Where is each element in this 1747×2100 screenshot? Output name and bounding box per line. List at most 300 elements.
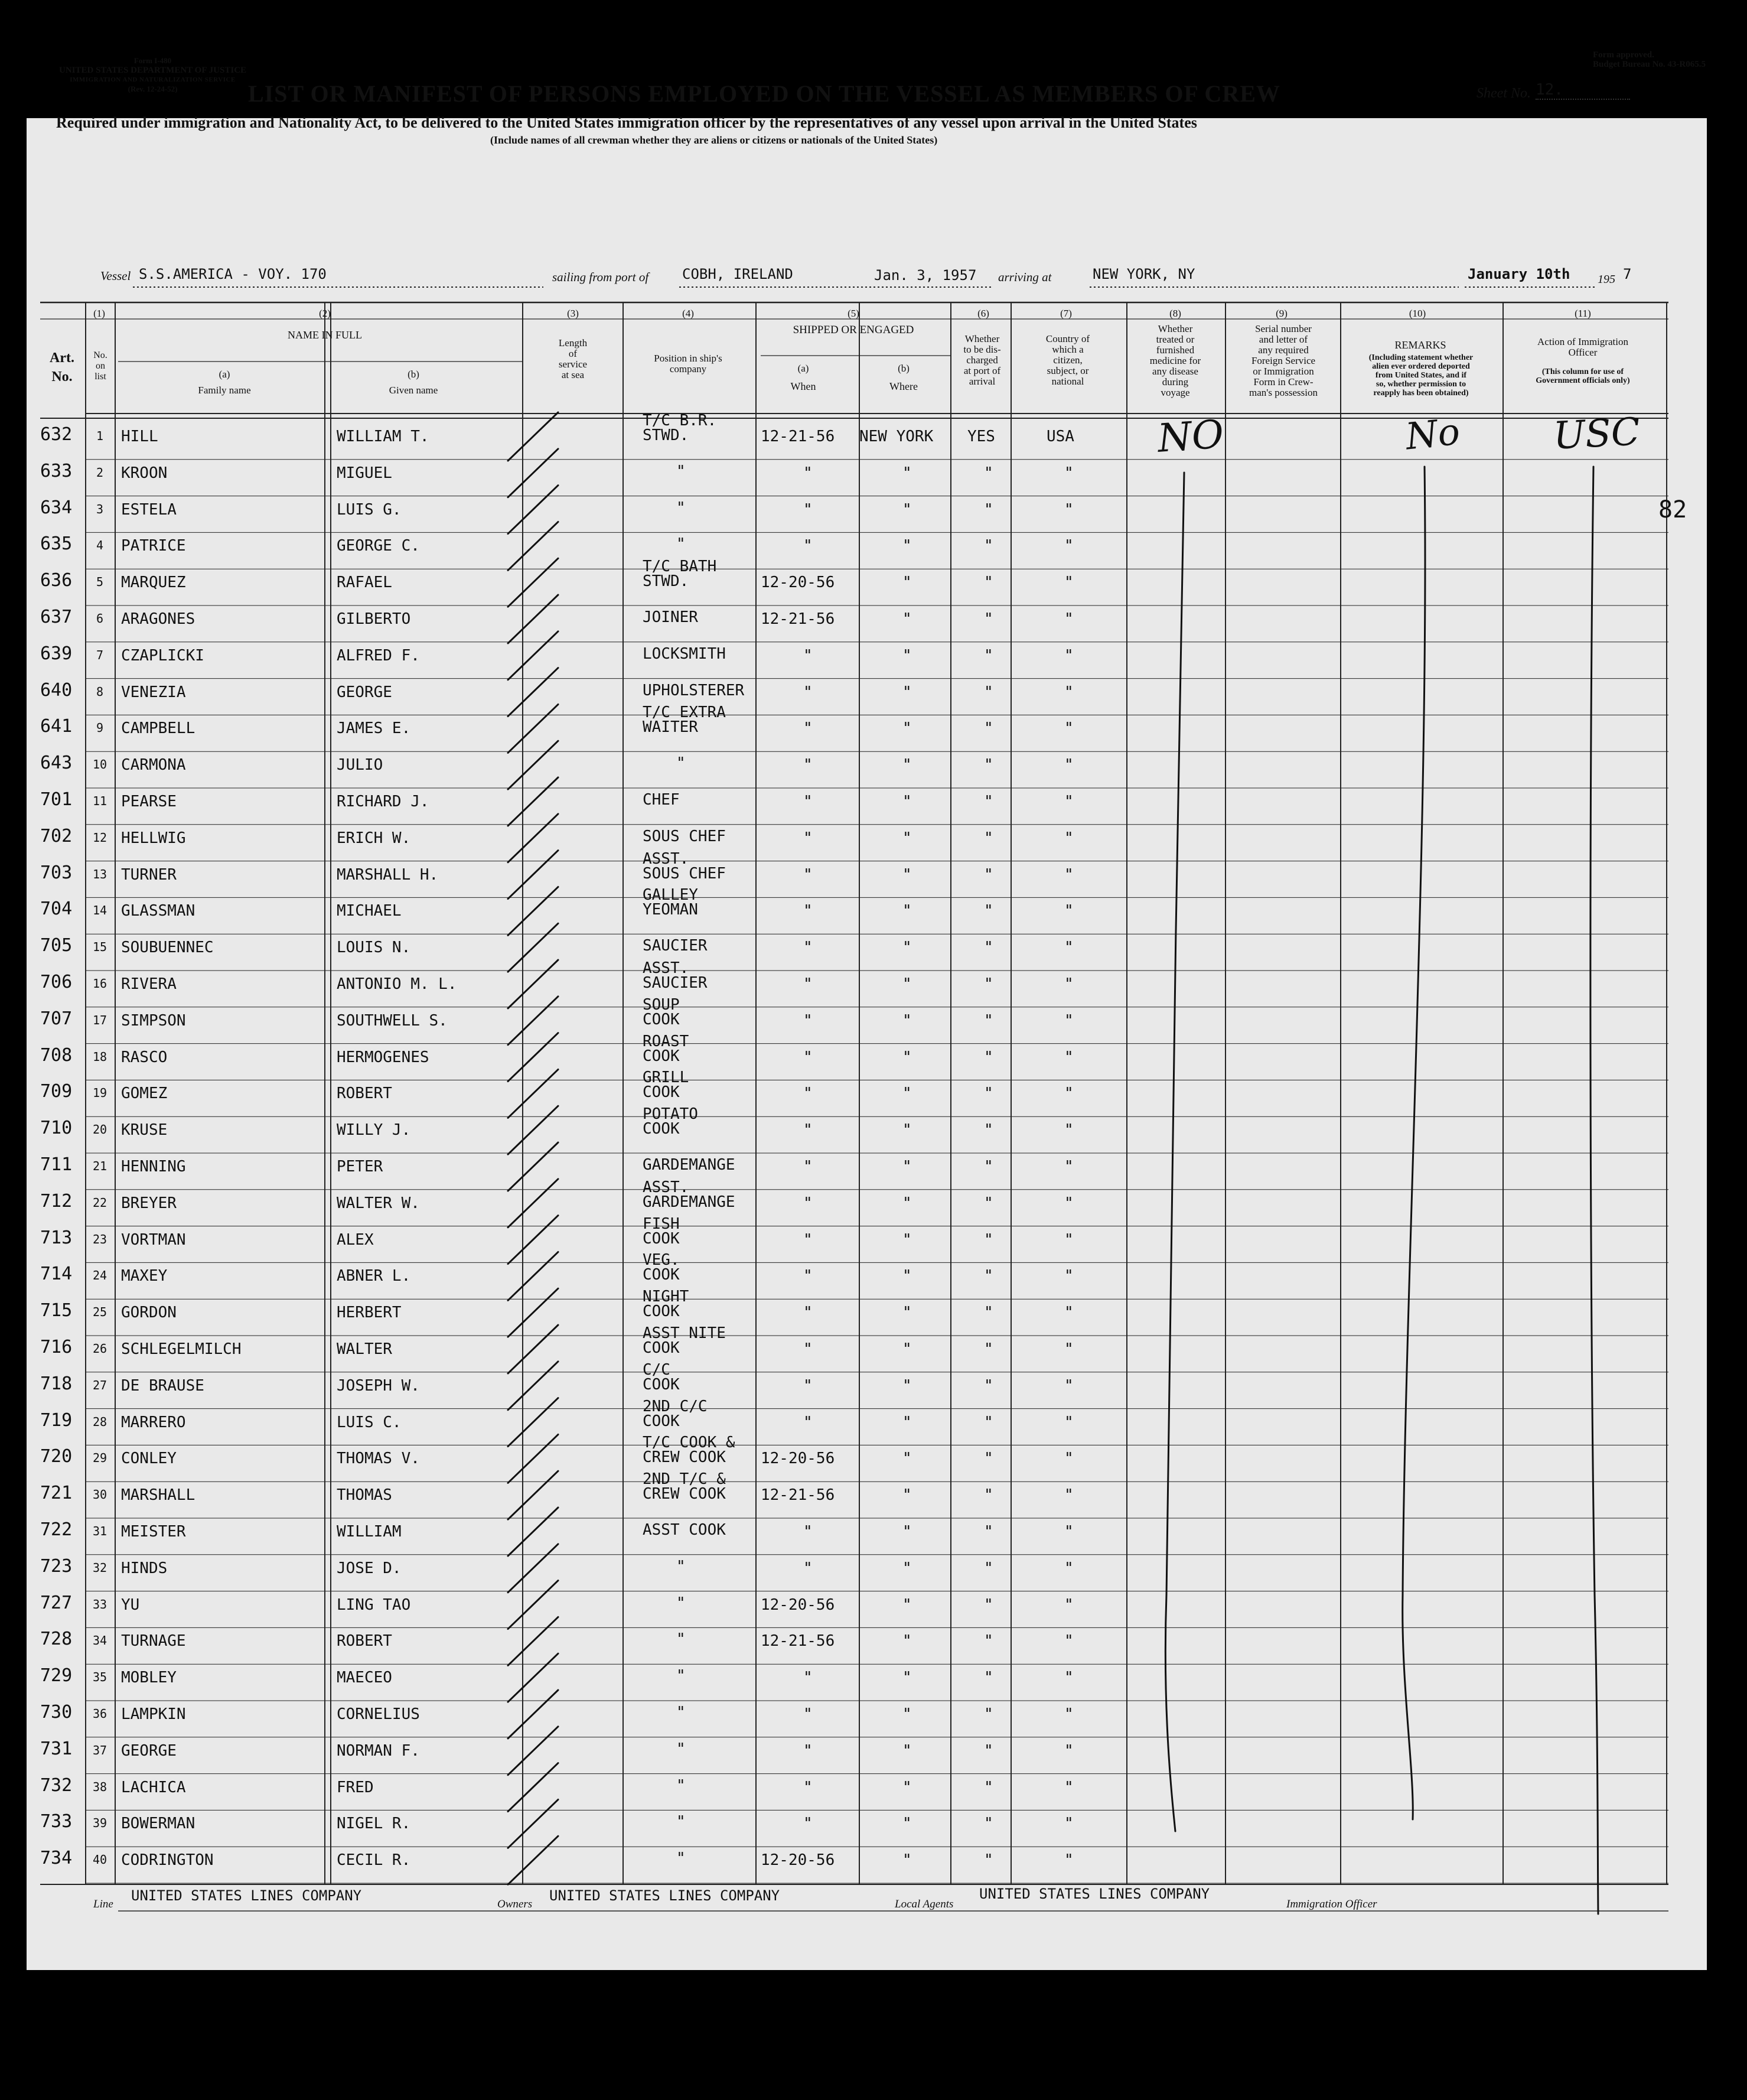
approval-text: Form approved. (1593, 50, 1654, 60)
family-name: GLASSMAN (121, 902, 195, 920)
list-number: 11 (92, 794, 107, 808)
where-engaged: " (902, 1267, 912, 1285)
year-prefix: 195 (1598, 273, 1615, 286)
when-engaged: " (803, 902, 813, 920)
discharged: " (984, 793, 993, 810)
position: ROAST COOK (643, 1032, 689, 1065)
list-number: 25 (92, 1305, 107, 1320)
art-number: 720 (40, 1446, 73, 1467)
list-number: 5 (96, 575, 104, 590)
family-name: TURNAGE (121, 1632, 186, 1650)
column-6-number: (6) (977, 308, 989, 319)
where-engaged: " (902, 1085, 912, 1103)
list-number: 35 (92, 1670, 107, 1685)
column-2-number: (2) (319, 308, 331, 319)
position: ASST. GARDEMANGE (643, 1178, 735, 1211)
discharged: " (984, 1705, 993, 1723)
footer-line-value: UNITED STATES LINES COMPANY (131, 1887, 362, 1904)
service-name: IMMIGRATION AND NATURALIZATION SERVICE (70, 76, 236, 83)
art-number: 701 (40, 789, 73, 810)
sheet-number: 12. (1536, 81, 1630, 100)
action-header: Action of Immigration Officer (1537, 336, 1628, 358)
name-in-full-header: NAME IN FULL (288, 329, 362, 341)
art-number: 704 (40, 898, 73, 920)
sailing-label: sailing from port of (552, 270, 649, 284)
list-number: 34 (92, 1633, 107, 1648)
where-engaged: " (902, 902, 912, 920)
country: " (1064, 1632, 1074, 1650)
form-number: Form I-480 (133, 56, 172, 65)
family-name: KROON (121, 464, 168, 482)
sheet-number-label: Sheet No. (1477, 86, 1531, 101)
given-name: ROBERT (337, 1085, 392, 1103)
list-number: 22 (92, 1195, 107, 1210)
family-name-header: Family name (198, 385, 251, 396)
country: " (1064, 1413, 1074, 1431)
art-number: 703 (40, 862, 73, 883)
position: GARDEMANGE (643, 1156, 735, 1174)
country: " (1064, 1851, 1074, 1870)
where-engaged: " (902, 1450, 912, 1468)
family-name: GEORGE (121, 1741, 177, 1760)
list-number: 3 (96, 502, 104, 516)
budget-bureau-number: Budget Bureau No. 43-R065.5 (1593, 60, 1706, 69)
discharged: " (984, 1413, 993, 1431)
where-engaged: NEW YORK (859, 428, 934, 445)
where-engaged: " (902, 1523, 912, 1541)
country: " (1064, 646, 1074, 665)
art-number: 716 (40, 1337, 73, 1357)
given-name: NORMAN F. (337, 1741, 420, 1760)
list-number: 15 (92, 940, 107, 955)
family-name: MARQUEZ (121, 574, 186, 592)
list-number: 1 (96, 429, 104, 443)
position: " (676, 499, 686, 517)
list-number: 23 (92, 1232, 107, 1246)
family-name: GORDON (121, 1304, 177, 1322)
where-engaged: " (902, 829, 912, 847)
given-name: MIGUEL (337, 464, 392, 482)
family-name: MARRERO (121, 1413, 186, 1431)
length-of-service-header: Length of service at sea (558, 337, 588, 380)
given-name: ERICH W. (337, 829, 411, 847)
when-engaged: " (803, 1413, 813, 1431)
column-10-number: (10) (1409, 308, 1426, 319)
given-name: CORNELIUS (337, 1705, 420, 1723)
art-number: 734 (40, 1848, 73, 1869)
when-engaged: 12-20-56 (761, 1851, 835, 1870)
given-name: GEORGE C. (337, 537, 420, 555)
given-name: THOMAS V. (337, 1450, 420, 1468)
family-name: PEARSE (121, 793, 177, 810)
discharged: " (984, 574, 993, 592)
list-number: 13 (92, 867, 107, 881)
where-engaged: " (902, 537, 912, 555)
when-engaged: " (803, 1048, 813, 1066)
when-engaged: " (803, 500, 813, 519)
footer-agents-value: UNITED STATES LINES COMPANY (979, 1886, 1210, 1902)
column-1-number: (1) (93, 308, 105, 319)
given-name: WILLIAM (337, 1523, 402, 1541)
when-engaged: " (803, 1230, 813, 1249)
art-number: 713 (40, 1227, 73, 1248)
art-number: 634 (40, 497, 73, 518)
family-name: PATRICE (121, 537, 186, 555)
discharged: " (984, 1778, 993, 1796)
list-number: 9 (96, 721, 104, 735)
form-revision: (Rev. 12-24-52) (128, 84, 178, 93)
where-engaged: " (902, 975, 912, 993)
position: CHEF (643, 791, 680, 809)
list-number: 2 (96, 465, 104, 480)
art-number: 635 (40, 533, 73, 555)
when-engaged: " (803, 537, 813, 555)
agency-name: UNITED STATES DEPARTMENT OF JUSTICE (59, 66, 247, 75)
position-header: Position in ship's company (654, 353, 722, 375)
country: " (1064, 1267, 1074, 1285)
country: " (1064, 1121, 1074, 1139)
action-handwritten-answer: USC (1552, 410, 1641, 458)
country: " (1064, 865, 1074, 884)
family-name: GOMEZ (121, 1085, 168, 1103)
position: " (676, 1557, 686, 1575)
family-name: CZAPLICKI (121, 646, 204, 665)
country: " (1064, 1011, 1074, 1030)
country: USA (1047, 428, 1074, 445)
when-engaged: 12-20-56 (761, 1450, 835, 1468)
position: POTATO COOK (643, 1105, 698, 1138)
family-name: SIMPSON (121, 1011, 186, 1030)
discharged: " (984, 500, 993, 519)
art-number: 705 (40, 935, 73, 956)
position: " (676, 754, 686, 773)
family-name: MOBLEY (121, 1669, 177, 1687)
country: " (1064, 1304, 1074, 1322)
family-name: CODRINGTON (121, 1851, 214, 1870)
art-number: 641 (40, 716, 73, 737)
position: JOINER (643, 608, 698, 626)
position: ASST NITE COOK (643, 1324, 726, 1357)
where-engaged: " (902, 500, 912, 519)
list-number: 16 (92, 976, 107, 991)
column-4-number: (4) (682, 308, 694, 319)
position: T/C COOK & CREW COOK (643, 1434, 735, 1467)
position: " (676, 462, 686, 480)
art-number: 702 (40, 825, 73, 846)
art-number: 637 (40, 607, 73, 627)
family-name: LAMPKIN (121, 1705, 186, 1723)
where-engaged: " (902, 1048, 912, 1066)
where-engaged: " (902, 1340, 912, 1358)
when-engaged: " (803, 1158, 813, 1176)
country: " (1064, 939, 1074, 957)
discharged: " (984, 1559, 993, 1577)
country: " (1064, 793, 1074, 810)
position: " (676, 535, 686, 554)
list-number: 26 (92, 1342, 107, 1356)
family-name: HELLWIG (121, 829, 186, 847)
agency-block (59, 56, 246, 94)
given-name: GEORGE (337, 683, 392, 701)
given-name: JULIO (337, 756, 383, 774)
art-number: 729 (40, 1665, 73, 1686)
when-sub: (a) (797, 363, 809, 374)
no-on-list-header: No. on list (93, 350, 107, 382)
discharged: " (984, 1121, 993, 1139)
discharged: " (984, 1158, 993, 1176)
art-number: 727 (40, 1592, 73, 1613)
when-engaged: " (803, 1778, 813, 1796)
family-name: CONLEY (121, 1450, 177, 1468)
country: " (1064, 975, 1074, 993)
where-engaged: " (902, 646, 912, 665)
remarks-sub-header: (Including statement whether alien ever ordered deported from United States, and if so, whether permission to reapply has been obtained) (1368, 353, 1474, 398)
remarks-header: REMARKS (1394, 339, 1446, 351)
when-engaged: " (803, 793, 813, 810)
column-8-number: (8) (1169, 308, 1181, 319)
list-number: 24 (92, 1268, 107, 1283)
country: " (1064, 1486, 1074, 1505)
when-engaged: " (803, 1559, 813, 1577)
action-sub-header: (This column for use of Government officials only) (1536, 367, 1630, 385)
given-name: LUIS G. (337, 500, 402, 519)
discharged: " (984, 1523, 993, 1541)
where-engaged: " (902, 756, 912, 774)
country: " (1064, 574, 1074, 592)
country: " (1064, 1596, 1074, 1614)
when-engaged: 12-21-56 (761, 1486, 835, 1505)
country: " (1064, 1158, 1074, 1176)
column-3-number: (3) (567, 308, 579, 319)
where-engaged: " (902, 1011, 912, 1030)
when-engaged: " (803, 1267, 813, 1285)
when-engaged: " (803, 975, 813, 993)
country: " (1064, 1340, 1074, 1358)
family-name: MEISTER (121, 1523, 186, 1541)
discharged: " (984, 1340, 993, 1358)
position: " (676, 1704, 686, 1721)
family-name: BOWERMAN (121, 1815, 195, 1833)
shipped-engaged-header: SHIPPED OR ENGAGED (793, 324, 914, 336)
discharged: " (984, 902, 993, 920)
art-number: 723 (40, 1555, 73, 1577)
when-engaged: " (803, 939, 813, 957)
when-engaged: 12-21-56 (761, 1632, 835, 1650)
country: " (1064, 1559, 1074, 1577)
list-number: 12 (92, 830, 107, 845)
given-name: JAMES E. (337, 719, 411, 738)
list-number: 7 (96, 647, 104, 662)
given-name: PETER (337, 1158, 383, 1176)
position: 2ND T/C & CREW COOK (643, 1470, 726, 1503)
list-number: 32 (92, 1560, 107, 1575)
list-number: 31 (92, 1524, 107, 1538)
footer-officer-label: Immigration Officer (1286, 1898, 1377, 1910)
position: " (676, 1630, 686, 1649)
list-number: 27 (92, 1378, 107, 1392)
given-name-header: Given name (389, 385, 438, 396)
departure-date: Jan. 3, 1957 (874, 267, 977, 284)
when-engaged: " (803, 1815, 813, 1833)
given-name: LOUIS N. (337, 939, 411, 957)
when-engaged: " (803, 756, 813, 774)
position: " (676, 1813, 686, 1831)
discharged-header: Whether to be dis- charged at port of arrival (963, 333, 1001, 387)
position: T/C EXTRA WAITER (643, 704, 726, 737)
given-name: THOMAS (337, 1486, 392, 1505)
country: " (1064, 1741, 1074, 1760)
country: " (1064, 1194, 1074, 1212)
family-name: VORTMAN (121, 1230, 186, 1249)
discharged: " (984, 1486, 993, 1505)
country: " (1064, 500, 1074, 519)
art-number: 730 (40, 1702, 73, 1723)
position: GALLEY YEOMAN (643, 886, 698, 919)
where-engaged: " (902, 793, 912, 810)
family-name: SOUBUENNEC (121, 939, 214, 957)
position: " (676, 1594, 686, 1612)
arrival-port: NEW YORK, NY (1093, 266, 1195, 282)
discharged: " (984, 1267, 993, 1285)
given-name: LING TAO (337, 1596, 411, 1614)
discharged: " (984, 1048, 993, 1066)
where-engaged: " (902, 1413, 912, 1431)
country: " (1064, 756, 1074, 774)
country: " (1064, 1778, 1074, 1796)
page-title: LIST OR MANIFEST OF PERSONS EMPLOYED ON THE VESSEL AS MEMBERS OF CREW (248, 80, 1280, 107)
when-engaged: " (803, 464, 813, 482)
where-engaged: " (902, 1376, 912, 1395)
margin-number: 82 (1658, 496, 1687, 523)
list-number: 40 (92, 1852, 107, 1867)
position: GRILL COOK (643, 1069, 689, 1102)
where-sub: (b) (898, 363, 910, 374)
position: " (676, 1776, 686, 1795)
position: LOCKSMITH (643, 644, 726, 663)
column-9-number: (9) (1276, 308, 1288, 319)
given-name: MAECEO (337, 1669, 392, 1687)
discharged: " (984, 719, 993, 738)
discharged: " (984, 1815, 993, 1833)
discharged: " (984, 1011, 993, 1030)
when-engaged: " (803, 1523, 813, 1541)
list-number: 30 (92, 1487, 107, 1502)
when-engaged: " (803, 1085, 813, 1103)
art-number: 712 (40, 1190, 73, 1212)
family-name: HILL (121, 428, 158, 445)
country: " (1064, 829, 1074, 847)
given-name: SOUTHWELL S. (337, 1011, 448, 1030)
family-name: KRUSE (121, 1121, 168, 1139)
where-engaged: " (902, 1304, 912, 1322)
art-number: 721 (40, 1483, 73, 1504)
given-name: ROBERT (337, 1632, 392, 1650)
where-engaged: " (902, 1596, 912, 1614)
art-number: 718 (40, 1373, 73, 1394)
given-name: ABNER L. (337, 1267, 411, 1285)
discharged: " (984, 464, 993, 482)
art-number: 714 (40, 1264, 73, 1285)
family-name: BREYER (121, 1194, 177, 1212)
discharged: " (984, 646, 993, 665)
art-number: 633 (40, 460, 73, 481)
when-engaged: " (803, 646, 813, 665)
when-engaged: " (803, 719, 813, 738)
family-name: LACHICA (121, 1778, 186, 1796)
column-7-number: (7) (1060, 308, 1072, 319)
departure-port: COBH, IRELAND (682, 266, 793, 282)
family-name: SCHLEGELMILCH (121, 1340, 242, 1358)
serial-number-header: Serial number and letter of any required Foreign Service or Immigration Form in Crew- man's possession (1249, 323, 1318, 398)
discharged: " (984, 1376, 993, 1395)
given-name: HERMOGENES (337, 1048, 429, 1066)
family-name: CAMPBELL (121, 719, 195, 738)
list-number: 14 (92, 903, 107, 918)
position: " (676, 1667, 686, 1685)
position: T/C B.R. STWD. (643, 412, 717, 444)
vessel-label: Vessel (100, 269, 131, 283)
discharged: " (984, 1450, 993, 1468)
footer-agents-label: Local Agents (895, 1898, 954, 1910)
art-number: 643 (40, 753, 73, 774)
where-engaged: " (902, 1158, 912, 1176)
given-name: WALTER W. (337, 1194, 420, 1212)
discharged: " (984, 1304, 993, 1322)
position: SOUS CHEF (643, 827, 726, 845)
list-number: 28 (92, 1414, 107, 1429)
include-note: (Include names of all crewman whether they are aliens or citizens or nationals of the United States) (490, 134, 938, 146)
footer-owners-value: UNITED STATES LINES COMPANY (549, 1887, 780, 1904)
when-engaged: " (803, 829, 813, 847)
position: ASST. SAUCIER (643, 959, 708, 992)
given-name: WALTER (337, 1340, 392, 1358)
position: SAUCIER (643, 937, 708, 955)
given-name: LUIS C. (337, 1413, 402, 1431)
family-name: RASCO (121, 1048, 168, 1066)
list-number: 36 (92, 1707, 107, 1721)
family-name: MAXEY (121, 1267, 168, 1285)
where-engaged: " (902, 1121, 912, 1139)
approval-block (1593, 50, 1706, 69)
country: " (1064, 719, 1074, 738)
where-engaged: " (902, 1815, 912, 1833)
when-engaged: " (803, 1741, 813, 1760)
footer-line-label: Line (93, 1898, 113, 1910)
family-name: TURNER (121, 865, 177, 884)
where-engaged: " (902, 1230, 912, 1249)
list-number: 37 (92, 1743, 107, 1757)
where-engaged: " (902, 1486, 912, 1505)
when-engaged: 12-20-56 (761, 1596, 835, 1614)
discharged: " (984, 1230, 993, 1249)
country: " (1064, 1523, 1074, 1541)
when-header: When (790, 380, 816, 392)
discharged: " (984, 939, 993, 957)
art-number: 715 (40, 1300, 73, 1321)
year-suffix: 7 (1623, 266, 1632, 282)
remarks-handwritten-answer: No (1403, 409, 1462, 458)
where-engaged: " (902, 1194, 912, 1212)
family-name: HINDS (121, 1559, 168, 1577)
family-name: ARAGONES (121, 610, 195, 628)
family-name: YU (121, 1596, 140, 1614)
where-engaged: " (902, 865, 912, 884)
given-name: ANTONIO M. L. (337, 975, 457, 993)
given-name-sub: (b) (408, 369, 419, 380)
art-number: 710 (40, 1118, 73, 1139)
art-number: 719 (40, 1409, 73, 1431)
given-name: GILBERTO (337, 610, 411, 628)
